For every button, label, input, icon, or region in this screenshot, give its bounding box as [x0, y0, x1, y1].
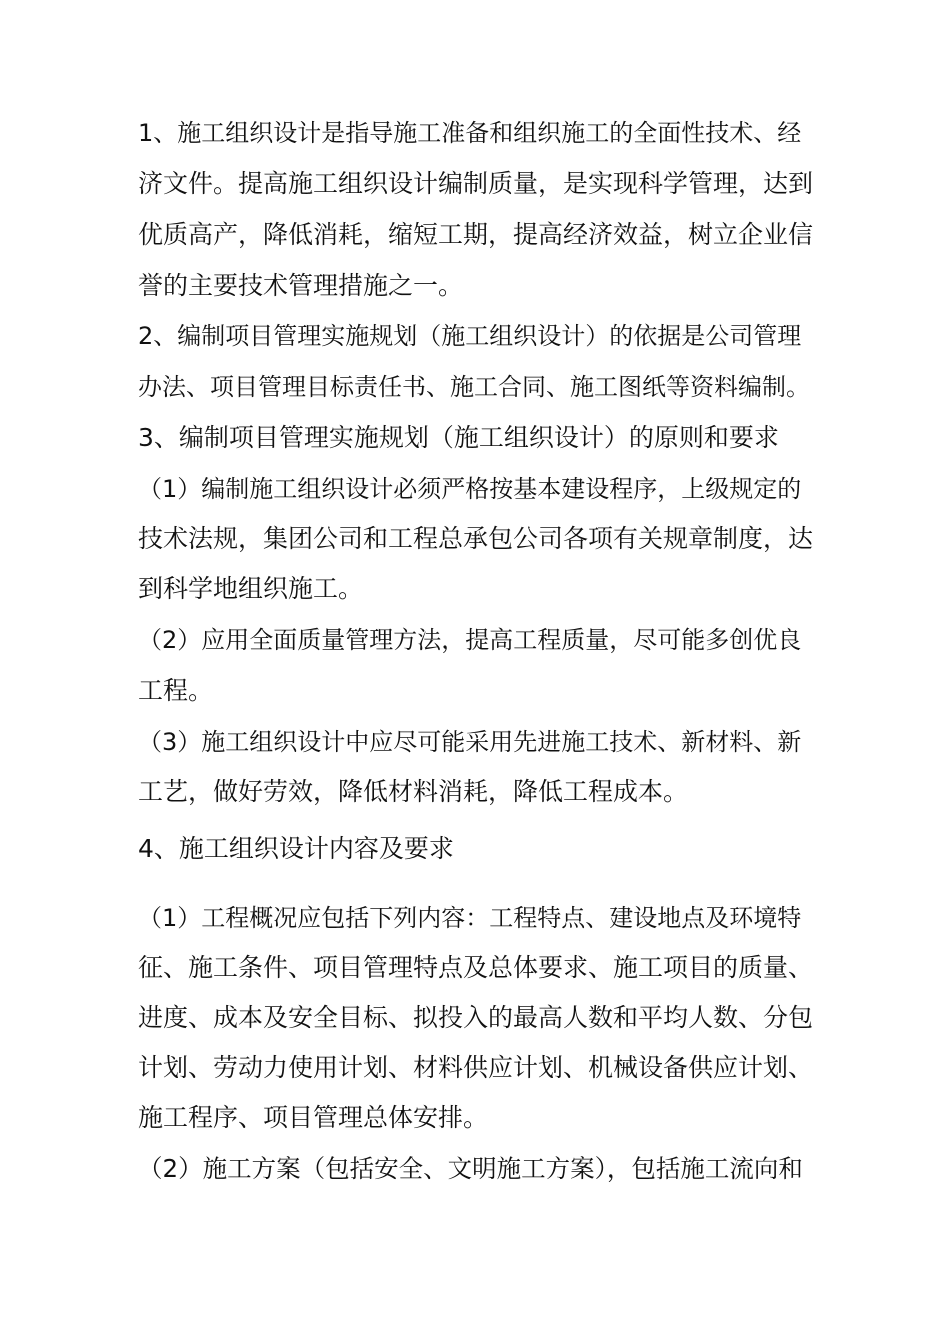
text-line: （2）应用全面质量管理方法，提高工程质量，尽可能多创优良	[138, 626, 802, 654]
text-line: 誉的主要技术管理措施之一。	[138, 271, 464, 300]
text-line: 办法、项目管理目标责任书、施工合同、施工图纸等资料编制。	[138, 373, 810, 401]
text-line: 3、编制项目管理实施规划（施工组织设计）的原则和要求	[138, 423, 779, 452]
text-line: 工艺，做好劳效，降低材料消耗，降低工程成本。	[138, 777, 689, 806]
text-line: 到科学地组织施工。	[138, 574, 364, 603]
text-line: 征、施工条件、项目管理特点及总体要求、施工项目的质量、	[138, 953, 814, 982]
text-line: （2）施工方案（包括安全、文明施工方案），包括施工流向和	[138, 1154, 803, 1183]
text-line: 技术法规，集团公司和工程总承包公司各项有关规章制度，达	[138, 524, 814, 553]
text-line: 4、施工组织设计内容及要求	[138, 834, 454, 863]
text-line: 计划、劳动力使用计划、材料供应计划、机械设备供应计划、	[138, 1053, 814, 1082]
text-line: （1）工程概况应包括下列内容：工程特点、建设地点及环境特	[138, 904, 802, 932]
text-line: 工程。	[138, 676, 214, 705]
text-line: 济文件。提高施工组织设计编制质量，是实现科学管理，达到	[138, 169, 814, 198]
text-line: 1、施工组织设计是指导施工准备和组织施工的全面性技术、经	[138, 119, 802, 147]
text-line: 施工程序、项目管理总体安排。	[138, 1103, 489, 1132]
text-line: （1）编制施工组织设计必须严格按基本建设程序，上级规定的	[138, 475, 802, 503]
text-line: （3）施工组织设计中应尽可能采用先进施工技术、新材料、新	[138, 728, 802, 756]
text-line: 2、编制项目管理实施规划（施工组织设计）的依据是公司管理	[138, 322, 802, 350]
text-line: 进度、成本及安全目标、拟投入的最高人数和平均人数、分包	[138, 1003, 814, 1032]
text-line: 优质高产，降低消耗，缩短工期，提高经济效益，树立企业信	[138, 220, 814, 249]
